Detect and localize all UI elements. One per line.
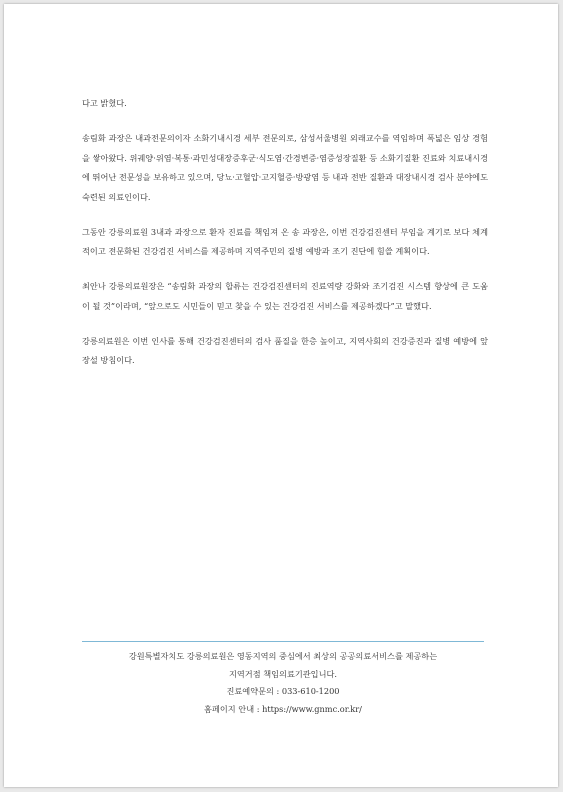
document-page [4, 4, 558, 787]
footer-phone: 진료예약문의 : 033-610-1200 [226, 686, 340, 697]
footer-homepage: 홈페이지 안내 : https://www.gnmc.or.kr/ [204, 703, 362, 714]
footer-divider [82, 641, 484, 642]
paragraph-appointment-plan: 그동안 강릉의료원 3내과 과장으로 환자 진료를 책임져 온 송 과장은, 이번 건강검진센터 부임을 계기로 보다 체계적이고 전문화된 건강검진 서비스를 제공하며 지역주민의 질병 예방과 조기 진단에 힘쓸 계획이다. [82, 226, 488, 256]
paragraph-hospital-policy: 강릉의료원은 이번 인사를 통해 건강검진센터의 검사 품질을 한층 높이고, 지역사회의 건강증진과 질병 예방에 앞장설 방침이다. [82, 335, 488, 365]
paragraph-director-quote: 최안나 강릉의료원장은 “송림화 과장의 합류는 건강검진센터의 진료역량 강화와 조기검진 시스템 향상에 큰 도움이 될 것”이라며, “앞으로도 시민들이 믿고 찾을 수 있는 건강검진 서비스를 제공하겠다”고 말했다. [82, 281, 488, 311]
footer [82, 648, 484, 718]
paragraph-doctor-profile: 송림화 과장은 내과전문의이자 소화기내시경 세부 전문의로, 삼성서울병원 외래교수를 역임하며 폭넓은 임상 경험을 쌓아왔다. 위궤양·위염·복통·과민성대장증후군·식도염·간경변증·염증성장질환 등 소화기질환 진료와 치료내시경에 뛰어난 전문성을 보유하고 있으며, 당뇨·고혈압·고지혈증·방광염 등 내과 전반 질환과 대장내시경 검사 분야에도 숙련된 의료인이다. [82, 133, 488, 202]
paragraph-closing-fragment: 다고 밝혔다. [82, 98, 127, 108]
footer-intro-line: 강원특별자치도 강릉의료원은 영동지역의 중심에서 최상의 공공의료서비스를 제공하는 [128, 651, 438, 661]
footer-intro-line-2: 지역거점 책임의료기관입니다. [228, 668, 338, 679]
article-body [82, 94, 488, 386]
